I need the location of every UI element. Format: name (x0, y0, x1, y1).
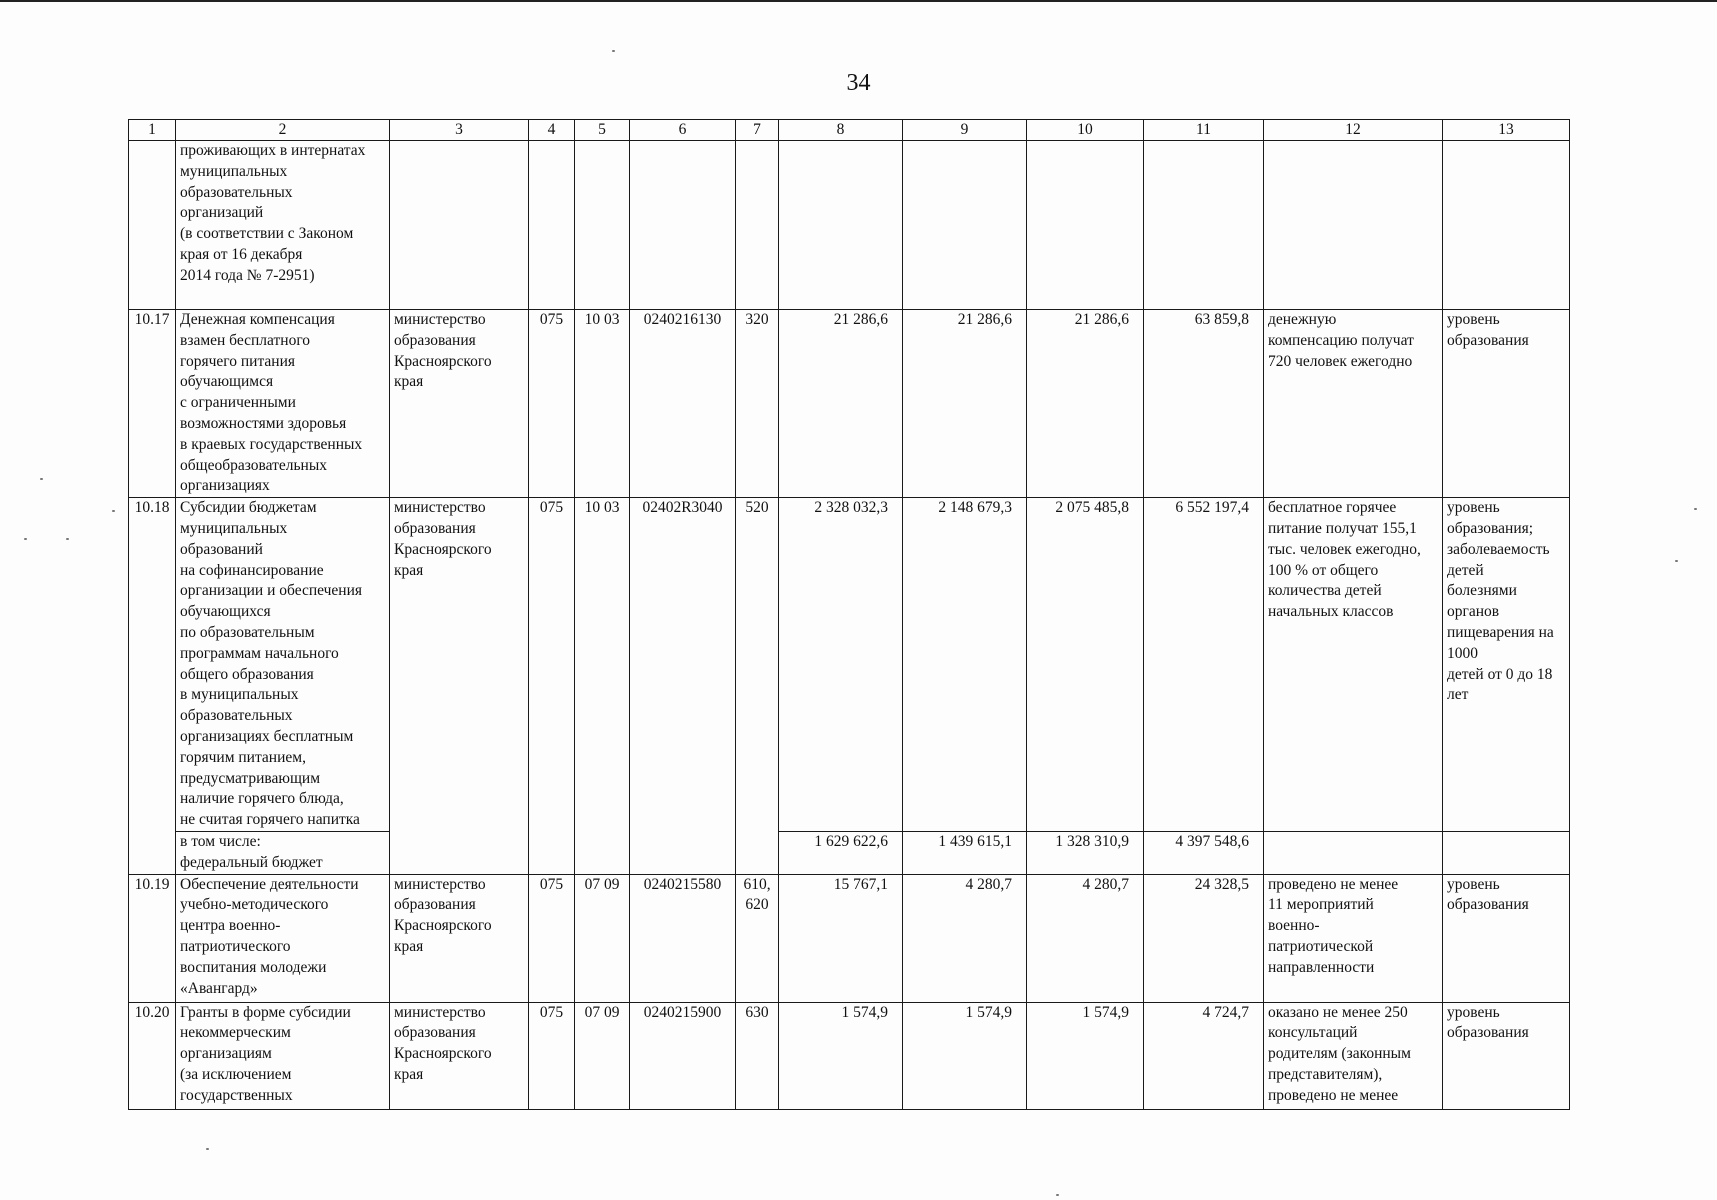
code-target: 0240215580 (630, 874, 736, 1002)
code-section: 07 09 (575, 874, 630, 1002)
year-3-amount: 2 075 485,8 (1027, 498, 1144, 832)
table-row (129, 1002, 1570, 1109)
year-3-amount (1027, 141, 1144, 310)
indicator-level (1443, 141, 1570, 310)
column-header: 10 (1027, 120, 1144, 141)
indicator-level: уровень образования; заболеваемость детей болезнями органов пищеварения на 1000 детей от 0 до 18 лет (1443, 498, 1570, 832)
code-grbs: 075 (529, 498, 575, 874)
expected-result: оказано не менее 250 консультаций родителям (законным представителям), проведено не менее (1264, 1002, 1443, 1109)
code-target (630, 141, 736, 310)
indicator-level: уровень образования (1443, 1002, 1570, 1109)
measure-name: Обеспечение деятельности учебно-методического центра военно- патриотического воспитания молодежи «Авангард» (176, 874, 390, 1002)
column-header: 8 (779, 120, 903, 141)
total-amount: 24 328,5 (1144, 874, 1264, 1002)
code-grbs: 075 (529, 310, 575, 498)
administrator (390, 141, 529, 310)
expected-result: проведено не менее 11 мероприятий военно- патриотической направленности (1264, 874, 1443, 1002)
scan-speck (1056, 1194, 1059, 1196)
year-2-amount: 4 280,7 (903, 874, 1027, 1002)
year-2-amount (903, 141, 1027, 310)
row-number: 10.17 (129, 310, 176, 498)
code-section: 07 09 (575, 1002, 630, 1109)
scan-speck (24, 538, 27, 540)
code-grbs: 075 (529, 874, 575, 1002)
scan-speck (112, 510, 115, 512)
year-1-amount: 2 328 032,3 (779, 498, 903, 832)
row-number: 10.18 (129, 498, 176, 874)
expected-result (1264, 831, 1443, 874)
indicator-level: уровень образования (1443, 310, 1570, 498)
code-grbs (529, 141, 575, 310)
indicator-level: уровень образования (1443, 874, 1570, 1002)
year-1-amount: 15 767,1 (779, 874, 903, 1002)
table-row (129, 141, 1570, 310)
column-header: 9 (903, 120, 1027, 141)
sub-label: в том числе: федеральный бюджет (176, 831, 390, 874)
code-target: 0240216130 (630, 310, 736, 498)
year-1-amount (779, 141, 903, 310)
total-amount: 4 724,7 (1144, 1002, 1264, 1109)
year-3-amount: 4 280,7 (1027, 874, 1144, 1002)
year-3-amount: 1 574,9 (1027, 1002, 1144, 1109)
measure-name: проживающих в интернатах муниципальных образовательных организаций (в соответствии с Законом края от 16 декабря 2014 года № 7-2951) (176, 141, 390, 310)
scan-speck (1694, 508, 1697, 510)
table-header-row (129, 120, 1570, 141)
row-number (129, 141, 176, 310)
code-section: 10 03 (575, 310, 630, 498)
scan-speck (40, 478, 43, 480)
total-amount: 6 552 197,4 (1144, 498, 1264, 832)
total-amount: 63 859,8 (1144, 310, 1264, 498)
indicator-level (1443, 831, 1570, 874)
expected-result (1264, 141, 1443, 310)
scan-speck (612, 50, 615, 52)
code-expense-type: 610, 620 (736, 874, 779, 1002)
expected-result: денежную компенсацию получат 720 человек ежегодно (1264, 310, 1443, 498)
column-header: 3 (390, 120, 529, 141)
table-row (129, 498, 1570, 832)
code-expense-type: 630 (736, 1002, 779, 1109)
scan-speck (1675, 560, 1678, 562)
column-header: 1 (129, 120, 176, 141)
administrator: министерство образования Красноярского края (390, 874, 529, 1002)
measure-name: Денежная компенсация взамен бесплатного горячего питания обучающимся с ограниченными возможностями здоровья в краевых государственных общеобразовательных организациях (176, 310, 390, 498)
measure-name: Гранты в форме субсидии некоммерческим организациям (за исключением государственных (176, 1002, 390, 1109)
column-header: 5 (575, 120, 630, 141)
administrator: министерство образования Красноярского края (390, 1002, 529, 1109)
code-section: 10 03 (575, 498, 630, 874)
year-1-amount: 1 629 622,6 (779, 831, 903, 874)
year-1-amount: 1 574,9 (779, 1002, 903, 1109)
year-2-amount: 2 148 679,3 (903, 498, 1027, 832)
year-1-amount: 21 286,6 (779, 310, 903, 498)
code-section (575, 141, 630, 310)
administrator: министерство образования Красноярского края (390, 310, 529, 498)
year-3-amount: 21 286,6 (1027, 310, 1144, 498)
measure-name: Субсидии бюджетам муниципальных образований на софинансирование организации и обеспечения обучающихся по образовательным программам начального общего образования в муниципальных образовательных организациях бесплатным горячим питанием, предусматривающим наличие горячего блюда, не считая горячего напитка (176, 498, 390, 832)
code-expense-type: 320 (736, 310, 779, 498)
budget-table (128, 119, 1570, 1110)
scan-speck (206, 1148, 209, 1150)
column-header: 7 (736, 120, 779, 141)
column-header: 12 (1264, 120, 1443, 141)
column-header: 11 (1144, 120, 1264, 141)
administrator: министерство образования Красноярского края (390, 498, 529, 874)
code-target: 0240215900 (630, 1002, 736, 1109)
year-2-amount: 1 574,9 (903, 1002, 1027, 1109)
code-expense-type: 520 (736, 498, 779, 874)
column-header: 2 (176, 120, 390, 141)
column-header: 6 (630, 120, 736, 141)
year-2-amount: 21 286,6 (903, 310, 1027, 498)
code-target: 02402R3040 (630, 498, 736, 874)
code-expense-type (736, 141, 779, 310)
year-3-amount: 1 328 310,9 (1027, 831, 1144, 874)
total-amount (1144, 141, 1264, 310)
column-header: 4 (529, 120, 575, 141)
table-row (129, 874, 1570, 1002)
column-header: 13 (1443, 120, 1570, 141)
row-number: 10.20 (129, 1002, 176, 1109)
year-2-amount: 1 439 615,1 (903, 831, 1027, 874)
row-number: 10.19 (129, 874, 176, 1002)
table-row (129, 310, 1570, 498)
code-grbs: 075 (529, 1002, 575, 1109)
table-subrow (129, 831, 1570, 874)
scan-speck (66, 538, 69, 540)
expected-result: бесплатное горячее питание получат 155,1 тыс. человек ежегодно, 100 % от общего количества детей начальных классов (1264, 498, 1443, 832)
total-amount: 4 397 548,6 (1144, 831, 1264, 874)
page-number: 34 (846, 70, 871, 96)
page-top-edge (0, 0, 1717, 2)
